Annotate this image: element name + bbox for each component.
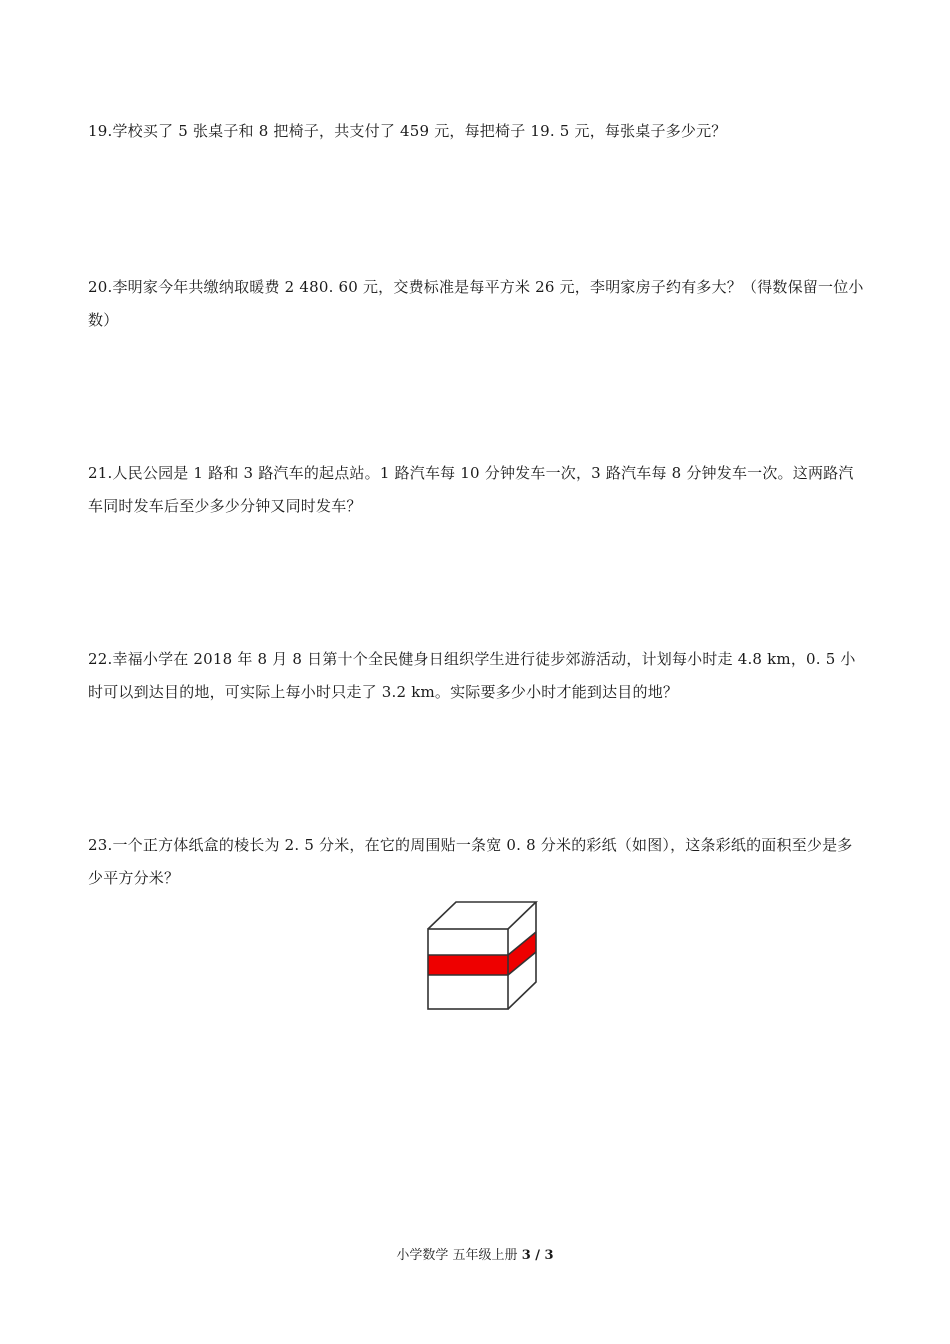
question-number: 22.: [88, 650, 113, 668]
cube-figure: [426, 900, 538, 1012]
question-number: 19.: [88, 122, 113, 140]
band-side: [508, 932, 536, 975]
question-number: 20.: [88, 278, 113, 296]
question-19: [88, 115, 866, 148]
band-front: [428, 955, 508, 975]
question-number: 23.: [88, 836, 113, 854]
question-text: 幸福小学在 2018 年 8 月 8 日第十个全民健身日组织学生进行徒步郊游活动，计划每小时走 4.8 km，0. 5 小时可以到达目的地，可实际上每小时只走了 3.2 km。实际要多少小时才能到达目的地？: [88, 650, 856, 701]
page-footer: [0, 1244, 950, 1263]
question-text: 一个正方体纸盒的棱长为 2. 5 分米，在它的周围贴一条宽 0. 8 分米的彩纸（如图），这条彩纸的面积至少是多少平方分米？: [88, 836, 853, 887]
question-text: 李明家今年共缴纳取暖费 2 480. 60 元，交费标准是每平方米 26 元，李明家房子约有多大？（得数保留一位小数）: [88, 278, 864, 329]
question-number: 21.: [88, 464, 113, 482]
question-23: [88, 829, 866, 895]
question-text: 人民公园是 1 路和 3 路汽车的起点站。1 路汽车每 10 分钟发车一次，3 路汽车每 8 分钟发车一次。这两路汽车同时发车后至少多少分钟又同时发车？: [88, 464, 854, 515]
question-text: 学校买了 5 张桌子和 8 把椅子，共支付了 459 元，每把椅子 19. 5 元，每张桌子多少元？: [112, 122, 727, 140]
question-20: [88, 271, 866, 337]
footer-label: 小学数学 五年级上册: [396, 1248, 518, 1263]
question-22: [88, 643, 866, 709]
question-21: [88, 457, 866, 523]
page-number: 3 / 3: [521, 1248, 554, 1263]
